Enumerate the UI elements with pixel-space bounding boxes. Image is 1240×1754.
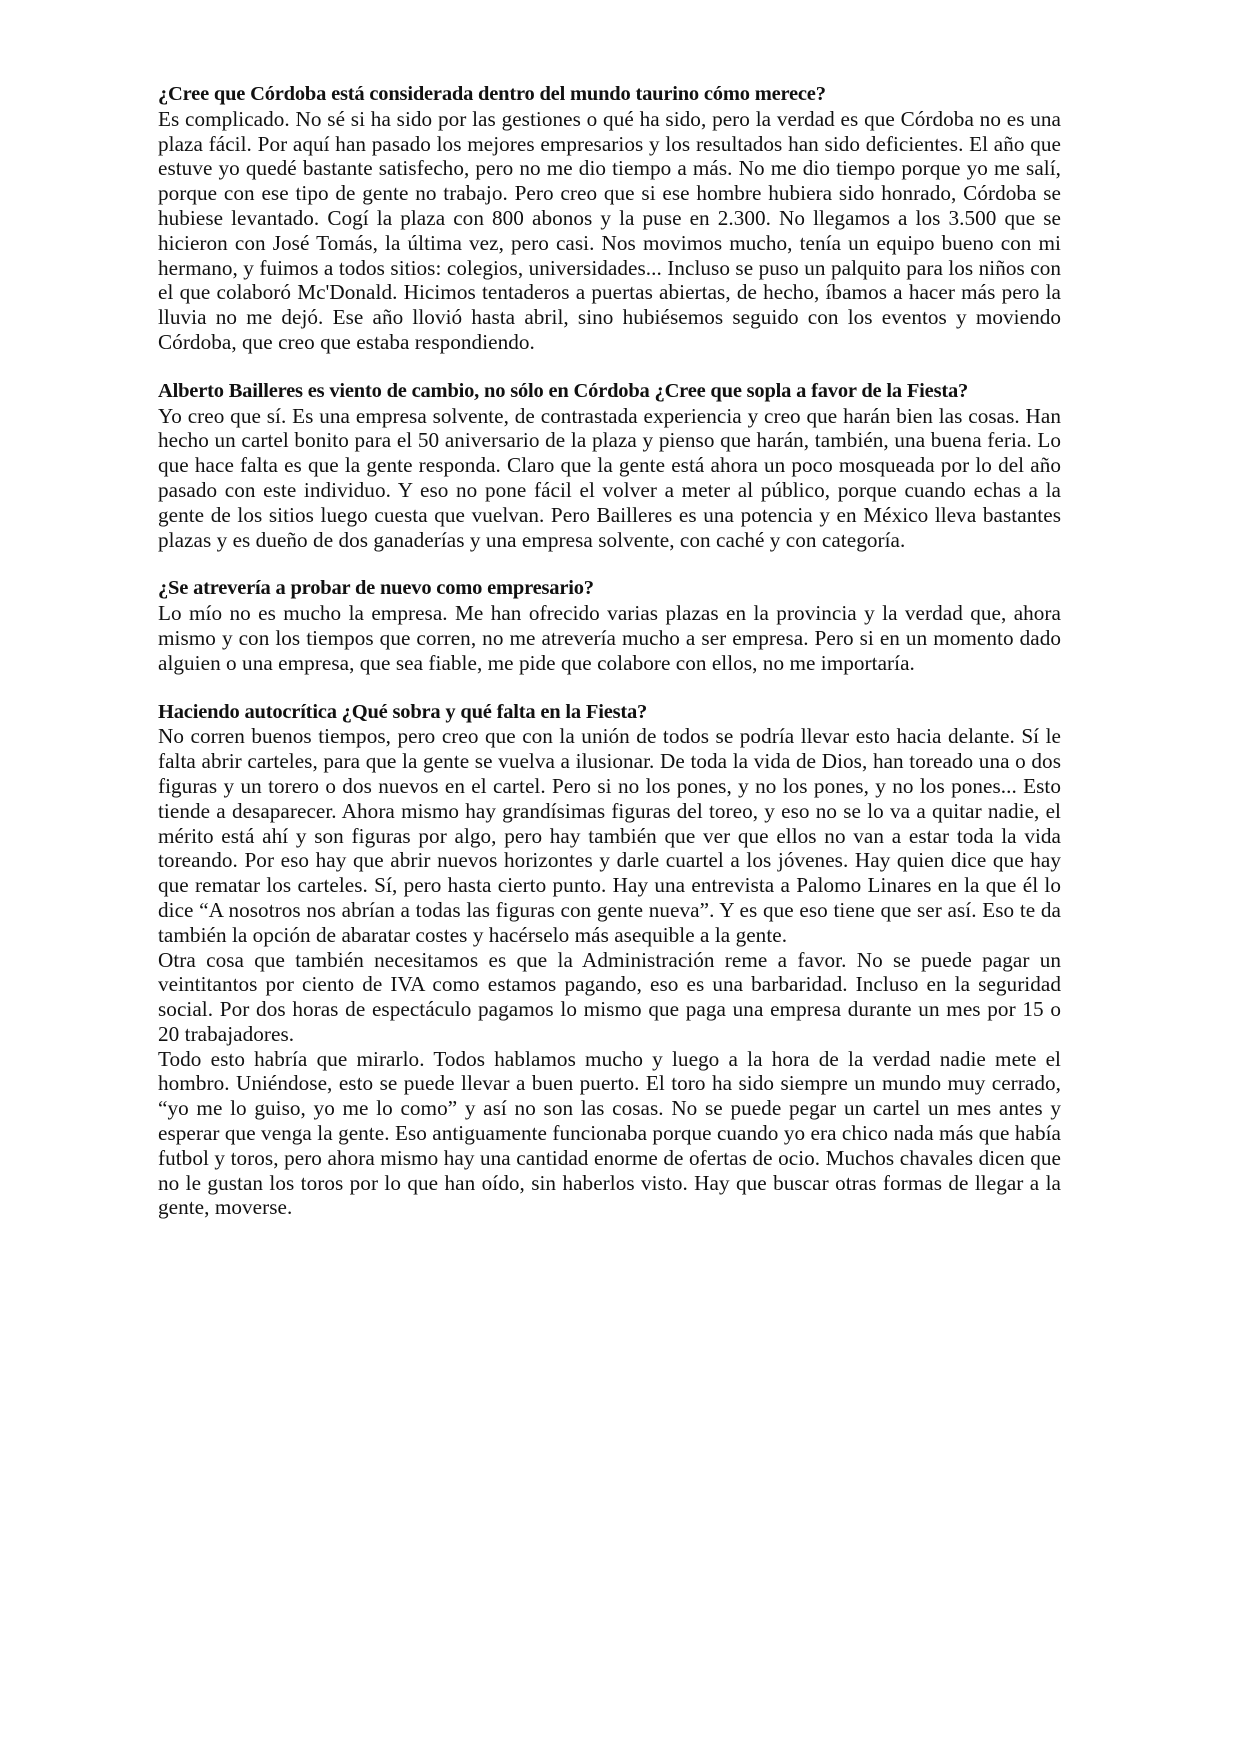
interview-answer: Otra cosa que también necesitamos es que la Administración reme a favor. No se puede pagar un veintitantos por ciento de IVA como estamos pagando, eso es una barbaridad. Incluso en la seguridad social. Por dos horas de espectáculo pagamos lo mismo que paga una empresa durante un mes por 15 o 20 trabajadores. <box>158 947 1061 1046</box>
interview-answer: Es complicado. No sé si ha sido por las gestiones o qué ha sido, pero la verdad es que Córdoba no es una plaza fácil. Por aquí han pasado los mejores empresarios y los resultados han sido deficientes. El año que estuve yo quedé bastante satisfecho, pero no me dio tiempo a más. No me dio tiempo porque yo me salí, porque con ese tipo de gente no trabajo. Pero creo que si ese hombre hubiera sido honrado, Córdoba se hubiese levantado. Cogí la plaza con 800 abonos y la puse en 2.300. No llegamos a los 3.500 que se hicieron con José Tomás, la última vez, pero casi. Nos movimos mucho, tenía un equipo bueno con mi hermano, y fuimos a todos sitios: colegios, universidades... Incluso se puso un palquito para los niños con el que colaboró Mc'Donald. Hicimos tentaderos a puertas abiertas, de hecho, íbamos a hacer más pero la lluvia no me dejó. Ese año llovió hasta abril, sino hubiésemos seguido con los eventos y moviendo Córdoba, que creo que estaba respondiendo. <box>158 106 1061 354</box>
document-page <box>158 82 1061 1244</box>
interview-question: Alberto Bailleres es viento de cambio, no sólo en Córdoba ¿Cree que sopla a favor de la Fiesta? <box>158 379 969 402</box>
interview-answer: Yo creo que sí. Es una empresa solvente, de contrastada experiencia y creo que harán bien las cosas. Han hecho un cartel bonito para el 50 aniversario de la plaza y pienso que harán, también, una buena feria. Lo que hace falta es que la gente responda. Claro que la gente está ahora un poco mosqueada por lo del año pasado con este individuo. Y eso no pone fácil el volver a meter al público, porque cuando echas a la gente de los sitios luego cuesta que vuelvan. Pero Bailleres es una potencia y en México lleva bastantes plazas y es dueño de dos ganaderías y una empresa solvente, con caché y con categoría. <box>158 403 1061 552</box>
interview-answer: Todo esto habría que mirarlo. Todos hablamos mucho y luego a la hora de la verdad nadie mete el hombro. Uniéndose, esto se puede llevar a buen puerto. El toro ha sido siempre un mundo muy cerrado, “yo me lo guiso, yo me lo como” y así no son las cosas. No se puede pegar un cartel un mes antes y esperar que venga la gente. Eso antiguamente funcionaba porque cuando yo era chico nada más que había futbol y toros, pero ahora mismo hay una cantidad enorme de ofertas de ocio. Muchos chavales dicen que no le gustan los toros por lo que han oído, sin haberlos visto. Hay que buscar otras formas de llegar a la gente, moverse. <box>158 1046 1061 1220</box>
interview-answer: Lo mío no es mucho la empresa. Me han ofrecido varias plazas en la provincia y la verdad que, ahora mismo y con los tiempos que corren, no me atrevería mucho a ser empresa. Pero si en un momento dado alguien o una empresa, que sea fiable, me pide que colabore con ellos, no me importaría. <box>158 601 1061 675</box>
interview-answer: No corren buenos tiempos, pero creo que con la unión de todos se podría llevar esto hacia delante. Sí le falta abrir carteles, para que la gente se vuelva a ilusionar. De toda la vida de Dios, han toreado una o dos figuras y un torero o dos nuevos en el cartel. Pero si no los pones, y no los pones, y no los pones... Esto tiende a desaparecer. Ahora mismo hay grandísimas figuras del toreo, y eso no se lo va a quitar nadie, el mérito está ahí y son figuras por algo, pero hay también que ver que ellos no van a estar toda la vida toreando. Por eso hay que abrir nuevos horizontes y darle cuartel a los jóvenes. Hay quien dice que hay que rematar los carteles. Sí, pero hasta cierto punto. Hay una entrevista a Palomo Linares en la que él lo dice “A nosotros nos abrían a todas las figuras con gente nueva”. Y es que eso tiene que ser así. Eso te da también la opción de abaratar costes y hacérselo más asequible a la gente. <box>158 724 1061 947</box>
interview-section-empresario <box>158 576 1061 675</box>
interview-question: Haciendo autocrítica ¿Qué sobra y qué falta en la Fiesta? <box>158 700 648 723</box>
interview-section-autocritica <box>158 700 1061 1221</box>
interview-question: ¿Se atrevería a probar de nuevo como empresario? <box>158 577 594 600</box>
interview-section-bailleres <box>158 379 1061 553</box>
interview-question: ¿Cree que Córdoba está considerada dentro del mundo taurino cómo merece? <box>158 83 826 105</box>
interview-section-cordoba <box>158 82 1061 355</box>
